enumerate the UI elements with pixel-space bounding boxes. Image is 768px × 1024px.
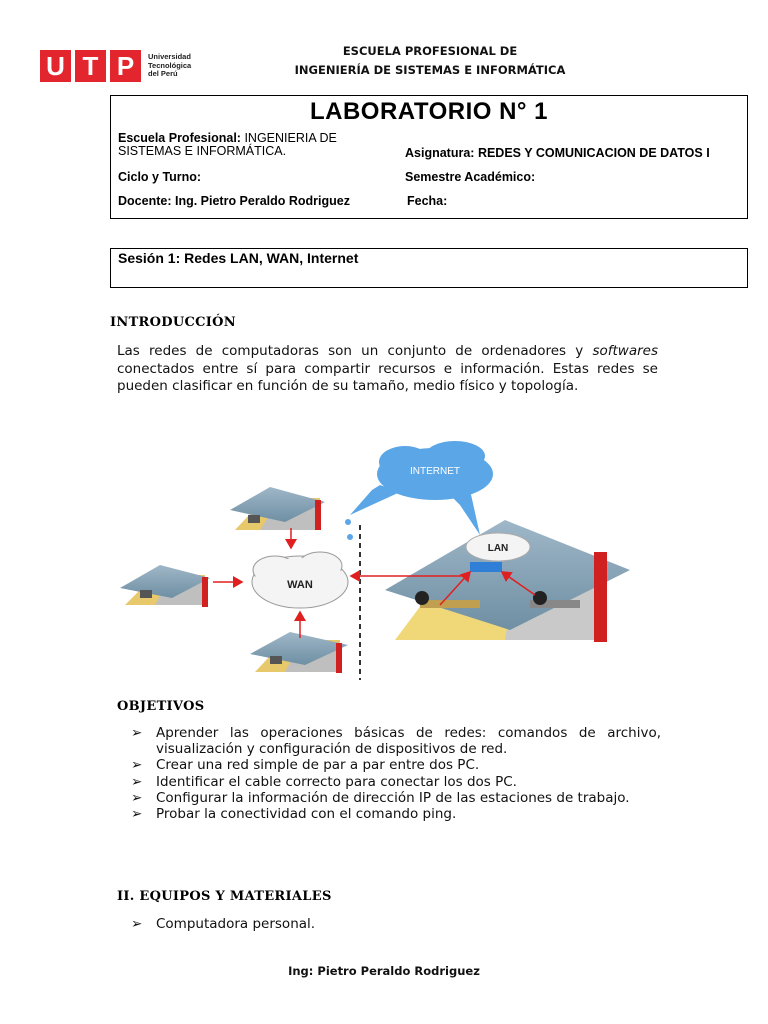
school-header-line1: ESCUELA PROFESIONAL DE: [342, 44, 518, 58]
list-item: [131, 790, 661, 806]
school-field: [118, 132, 388, 158]
network-diagram: [110, 440, 640, 680]
intro-text-2: conectados entre sí para compartir recursos e información. Estas redes se pueden clasificar en función de su tamaño, medio físico y topología.: [117, 360, 658, 394]
house-top: [230, 487, 325, 530]
logo-letter-t: T: [75, 50, 106, 82]
equipment-list: [131, 916, 315, 932]
lan-cloud: [466, 533, 530, 561]
objective-text: Probar la conectividad con el comando ping.: [156, 806, 457, 823]
logo-line: del Perú: [148, 69, 178, 78]
teacher-field: [118, 195, 350, 208]
logo-line: Universidad: [148, 52, 191, 61]
intro-italic: softwares: [592, 343, 658, 359]
lan-label: LAN: [487, 543, 509, 554]
lab-title: LABORATORIO N° 1: [309, 98, 549, 125]
equipment-heading: II. EQUIPOS Y MATERIALES: [117, 889, 332, 904]
teacher-label: Docente:: [118, 194, 172, 208]
semester-label: Semestre Académico:: [405, 170, 536, 184]
logo-letter-p: P: [110, 50, 141, 82]
school-value-1: INGENIERIA DE: [244, 131, 337, 145]
intro-text-1: Las redes de computadoras son un conjunto de ordenadores y: [117, 343, 584, 359]
subject-label: Asignatura:: [405, 146, 475, 160]
objective-text: Aprender las operaciones básicas de redes: comandos de archivo, visualización y configuración de dispositivos de red.: [156, 725, 661, 758]
wan-label: WAN: [287, 579, 313, 591]
logo-line: Tecnológica: [148, 60, 192, 70]
objective-text: Configurar la información de dirección IP de las estaciones de trabajo.: [156, 789, 630, 806]
cycle-label: Ciclo y Turno:: [118, 170, 202, 184]
bullet-icon: ➢: [131, 916, 143, 932]
lab-info-box: [110, 95, 748, 219]
internet-label: INTERNET: [410, 466, 460, 477]
logo-letter-u: U: [40, 50, 71, 82]
bullet-icon: ➢: [131, 757, 143, 774]
wan-cloud: [252, 552, 348, 608]
page-footer: Ing: Pietro Peraldo Rodriguez: [288, 964, 480, 978]
session-title: Sesión 1: Redes LAN, WAN, Internet: [118, 250, 359, 266]
session-box: [110, 248, 748, 288]
internet-cloud: [345, 441, 493, 540]
house-left: [120, 565, 210, 607]
list-item: [131, 806, 661, 822]
intro-heading: INTRODUCCIÓN: [110, 315, 236, 330]
school-value-2: SISTEMAS E INFORMÁTICA.: [118, 144, 287, 158]
bullet-icon: ➢: [131, 806, 143, 823]
house-bottom: [250, 632, 348, 673]
bullet-icon: ➢: [131, 773, 143, 790]
list-item: [131, 916, 315, 932]
utp-logo: [40, 50, 200, 84]
logo-university-name: [148, 53, 208, 79]
objective-text: Identificar el cable correcto para conectar los dos PC.: [156, 773, 517, 790]
subject-value: REDES Y COMUNICACION DE DATOS I: [477, 146, 710, 160]
list-item: [131, 725, 661, 757]
school-label: Escuela Profesional:: [118, 131, 241, 145]
subject-field: [405, 147, 710, 160]
school-header-line2: INGENIERÍA DE SISTEMAS E INFORMÁTICA: [294, 63, 566, 77]
teacher-value: Ing. Pietro Peraldo Rodriguez: [174, 194, 350, 208]
objectives-heading: OBJETIVOS: [117, 699, 205, 714]
list-item: [131, 757, 661, 773]
equipment-text: Computadora personal.: [156, 916, 316, 932]
intro-paragraph: [117, 343, 658, 396]
bullet-icon: ➢: [131, 789, 143, 806]
objectives-list: [131, 725, 661, 822]
objective-text: Crear una red simple de par a par entre dos PC.: [156, 757, 480, 774]
date-label: Fecha:: [407, 194, 448, 208]
bullet-icon: ➢: [131, 725, 143, 741]
list-item: [131, 774, 661, 790]
